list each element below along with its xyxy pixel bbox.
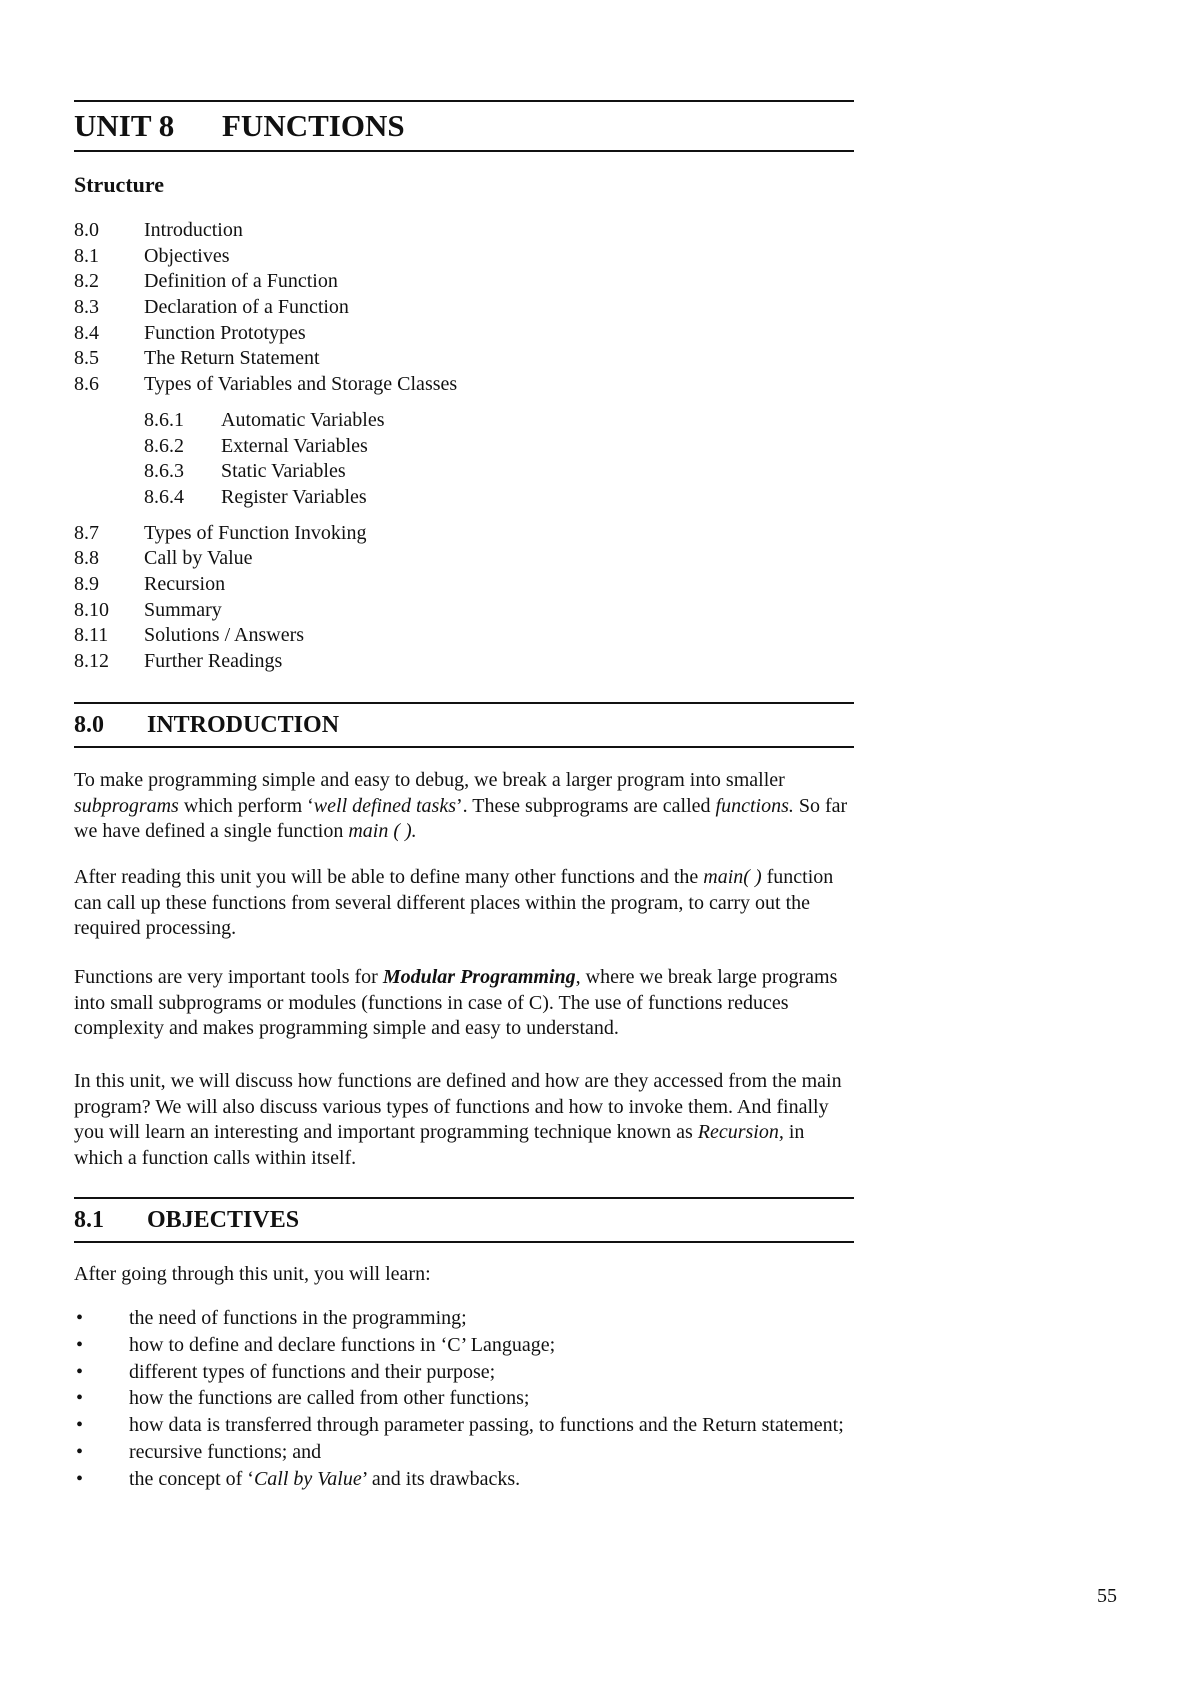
toc-subitem bbox=[74, 434, 854, 460]
toc-item bbox=[74, 321, 854, 347]
toc-subitem bbox=[74, 408, 854, 434]
toc-number: 8.7 bbox=[74, 521, 99, 544]
toc-number: 8.11 bbox=[74, 624, 109, 647]
toc-label: External Variables bbox=[221, 434, 368, 457]
toc-number: 8.0 bbox=[74, 219, 99, 241]
bullet-icon: • bbox=[76, 1307, 84, 1329]
toc-label: Call by Value bbox=[144, 547, 253, 570]
section-heading-objectives bbox=[74, 1197, 854, 1243]
objectives-lead: After going through this unit, you will learn: bbox=[74, 1263, 431, 1285]
toc-label: Further Readings bbox=[144, 650, 283, 672]
list-item: • how data is transferred through parameter passing, to functions and the Return statement; bbox=[74, 1412, 854, 1439]
toc-item bbox=[74, 244, 854, 270]
bullet-icon: • bbox=[76, 1467, 84, 1490]
toc-label: Definition of a Function bbox=[144, 270, 338, 293]
toc-item bbox=[74, 269, 854, 295]
toc-number: 8.6.4 bbox=[144, 485, 184, 508]
toc-number: 8.4 bbox=[74, 321, 99, 344]
section-heading-introduction bbox=[74, 702, 854, 748]
section-title: INTRODUCTION bbox=[147, 712, 340, 738]
bullet-icon: • bbox=[76, 1414, 84, 1437]
toc-label: Introduction bbox=[144, 219, 243, 241]
intro-paragraph-2: After reading this unit you will be able to define many other functions and the main( ) function can call up these functions from several different places within the program, to carry out the required processing. bbox=[74, 866, 834, 939]
toc-item bbox=[74, 546, 854, 572]
unit-title bbox=[74, 100, 854, 152]
toc-label: Register Variables bbox=[221, 485, 367, 508]
intro-paragraph-4: In this unit, we will discuss how functions are defined and how are they accessed from the main program? We will also discuss various types of functions and how to invoke them. And finally you will learn an interesting and important programming technique known as Recursion, in which a function calls within itself. bbox=[74, 1070, 842, 1169]
toc-item bbox=[74, 623, 854, 649]
toc-number: 8.6.3 bbox=[144, 460, 184, 483]
list-item: • the need of functions in the programming; bbox=[74, 1305, 854, 1332]
toc-item bbox=[74, 649, 854, 675]
toc-number: 8.6.2 bbox=[144, 434, 184, 457]
bullet-icon: • bbox=[76, 1387, 84, 1410]
toc-label: Summary bbox=[144, 598, 222, 621]
structure-heading: Structure bbox=[74, 172, 165, 197]
toc-number: 8.6 bbox=[74, 373, 99, 396]
toc-item bbox=[74, 521, 854, 547]
toc-label: Function Prototypes bbox=[144, 321, 306, 344]
toc-number: 8.9 bbox=[74, 572, 99, 595]
toc-number: 8.6.1 bbox=[144, 408, 184, 431]
toc-label: Recursion bbox=[144, 572, 226, 595]
list-item: • how the functions are called from other functions; bbox=[74, 1385, 854, 1412]
unit-number: UNIT 8 bbox=[74, 108, 175, 143]
toc-label: Types of Function Invoking bbox=[144, 521, 367, 544]
toc-item bbox=[74, 346, 854, 372]
toc-label: Objectives bbox=[144, 244, 230, 267]
list-item: • the concept of ‘Call by Value’ and its drawbacks. bbox=[74, 1466, 854, 1493]
toc-label: Types of Variables and Storage Classes bbox=[144, 373, 458, 396]
list-item: • how to define and declare functions in ‘C’ Language; bbox=[74, 1332, 854, 1359]
toc-label: Static Variables bbox=[221, 460, 346, 483]
toc-number: 8.2 bbox=[74, 270, 99, 293]
toc-subitem bbox=[74, 485, 854, 511]
table-of-contents bbox=[74, 218, 854, 675]
section-number: 8.0 bbox=[74, 712, 104, 738]
intro-paragraph-3: Functions are very important tools for Modular Programming, where we break large programs into small subprograms or modules (functions in case of C). The use of functions reduces complexity and makes programming simple and easy to understand. bbox=[74, 966, 838, 1039]
toc-item bbox=[74, 218, 854, 244]
bullet-icon: • bbox=[76, 1440, 84, 1463]
toc-number: 8.10 bbox=[74, 598, 109, 621]
bullet-icon: • bbox=[76, 1333, 84, 1356]
toc-subitem bbox=[74, 459, 854, 485]
section-title: OBJECTIVES bbox=[147, 1207, 300, 1233]
list-item: • different types of functions and their purpose; bbox=[74, 1359, 854, 1386]
toc-item bbox=[74, 598, 854, 624]
toc-number: 8.1 bbox=[74, 244, 99, 267]
page-number: 55 bbox=[1097, 1585, 1117, 1607]
toc-label: Solutions / Answers bbox=[144, 624, 305, 647]
section-number: 8.1 bbox=[74, 1207, 104, 1233]
toc-number: 8.5 bbox=[74, 347, 99, 370]
unit-name: FUNCTIONS bbox=[222, 108, 405, 143]
toc-number: 8.12 bbox=[74, 650, 109, 672]
toc-item bbox=[74, 572, 854, 598]
toc-label: The Return Statement bbox=[144, 347, 320, 370]
bullet-icon: • bbox=[76, 1360, 84, 1383]
intro-paragraph-1: To make programming simple and easy to debug, we break a larger program into smaller subprograms which perform ‘well defined tasks’. These subprograms are called functions. So far we have defined a single function main ( ). bbox=[74, 769, 848, 842]
toc-item bbox=[74, 295, 854, 321]
toc-label: Declaration of a Function bbox=[144, 296, 349, 319]
objectives-list bbox=[74, 1305, 854, 1493]
list-item: • recursive functions; and bbox=[74, 1439, 854, 1466]
toc-number: 8.8 bbox=[74, 547, 99, 570]
toc-item bbox=[74, 372, 854, 398]
toc-number: 8.3 bbox=[74, 296, 99, 319]
toc-label: Automatic Variables bbox=[221, 408, 385, 431]
